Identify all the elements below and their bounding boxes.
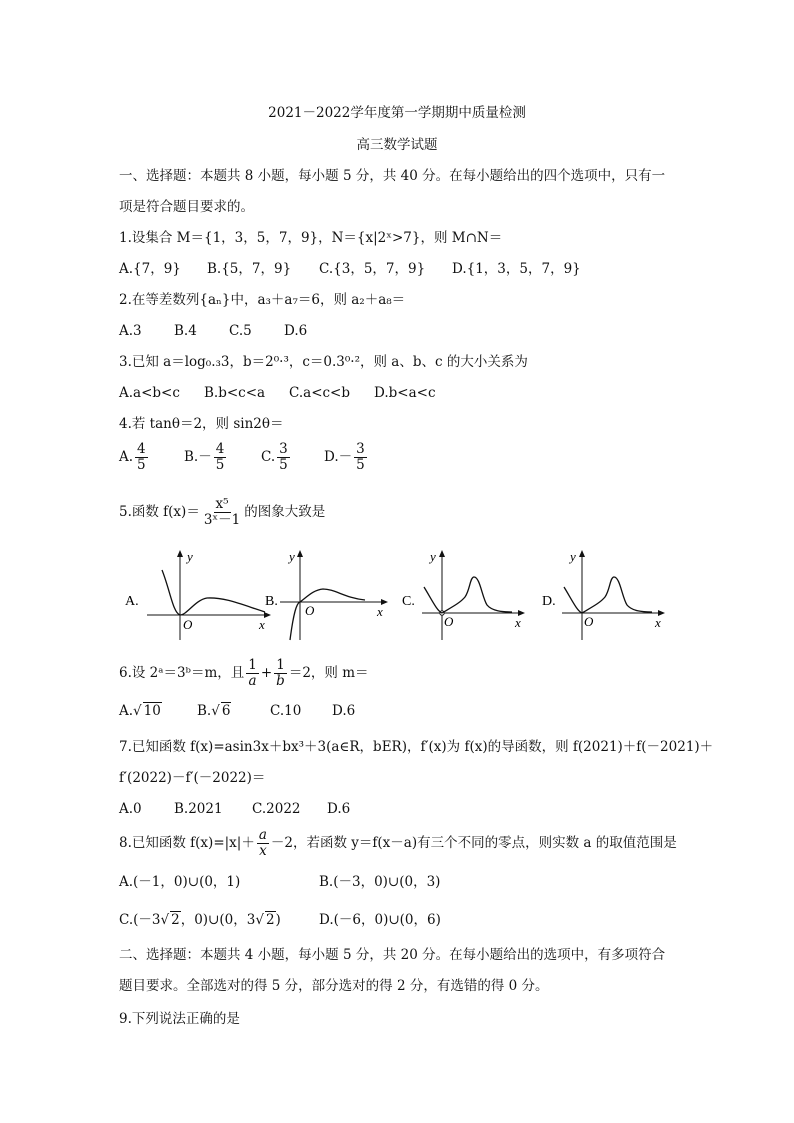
q5-graph-d	[542, 545, 672, 645]
q1-options	[119, 259, 581, 279]
q7-option-c: C.2022	[252, 801, 301, 817]
section1-instructions-line1: 一、选择题：本题共 8 小题，每小题 5 分，共 40 分。在每小题给出的四个选项中，只有一	[119, 168, 666, 184]
q2-option-b: B.4	[174, 323, 197, 339]
q2-options	[119, 321, 307, 341]
section2-instructions-line2: 题目要求。全部选对的得 5 分，部分选对的得 2 分，有选错的得 0 分。	[119, 978, 549, 994]
q6-option-c: C.10	[270, 703, 302, 719]
q7-option-a: A.0	[119, 801, 142, 817]
svg-text:x: x	[377, 604, 383, 619]
exam-title: 2021－2022学年度第一学期期中质量检测	[268, 105, 526, 121]
section2-instructions-line1: 二、选择题：本题共 4 小题，每小题 5 分，共 20 分。在每小题给出的选项中，有多项符合	[119, 947, 666, 963]
svg-text:x: x	[259, 617, 265, 632]
q1-option-a: A.{7，9}	[119, 261, 181, 277]
svg-text:O: O	[183, 617, 193, 632]
svg-text:O: O	[305, 603, 315, 618]
q3-stem: 3.已知 a＝log₀.₃3，b＝2⁰·³，c＝0.3⁰·²，则 a、b、c 的大小关系为	[119, 354, 528, 370]
q1-stem: 1.设集合 M＝{1，3，5，7，9}，N＝{x|2ˣ>7}，则 M∩N＝	[119, 230, 503, 246]
q3-options	[119, 383, 436, 403]
q8-stem: 8.已知函数 f(x)=|x|＋ $\frac{a}{x}$ －2，若函数 y＝f(x－a)有三个不同的零点，则实数 a 的取值范围是	[119, 827, 677, 859]
q3-option-b: B.b<c<a	[204, 385, 266, 401]
svg-text:B.: B.	[265, 594, 278, 609]
q4-options	[119, 442, 369, 473]
q5-graph-a	[125, 545, 275, 645]
q7-option-d: D.6	[327, 801, 351, 817]
q7-option-b: B.2021	[174, 801, 223, 817]
q7-options	[119, 799, 350, 819]
q8-options-row1	[119, 872, 440, 892]
svg-text:x: x	[655, 615, 661, 630]
exam-subtitle: 高三数学试题	[356, 137, 438, 153]
q6-option-a: A.√ 10	[119, 703, 161, 719]
q8-option-b: B.(－3，0)∪(0，3)	[319, 874, 441, 890]
q6-option-b: B.√ 6	[197, 703, 231, 719]
q4-option-d: D.－ $\frac{3}{5}$	[324, 441, 365, 473]
svg-text:y: y	[430, 549, 436, 564]
section1-instructions-line2: 项是符合题目要求的。	[119, 199, 254, 215]
q8-options-row2	[119, 910, 441, 930]
q6-stem: 6.设 2ᵃ＝3ᵇ＝m，且 $\frac{1}{a}$ + $\frac{1}{b}$ ＝2，则 m＝	[119, 657, 369, 689]
q5-stem: 5.函数 f(x)＝ $\frac{\text{x⁵}}{\text{3ˣ－1}}$ 的图象大致是	[119, 496, 326, 528]
svg-text:A.: A.	[125, 594, 139, 609]
q5-graph-b	[265, 545, 395, 645]
q2-option-a: A.3	[119, 323, 142, 339]
svg-text:O: O	[584, 614, 594, 629]
q2-option-d: D.6	[284, 323, 308, 339]
q6-option-d: D.6	[332, 703, 356, 719]
q1-option-b: B.{5，7，9}	[207, 261, 292, 277]
q3-option-a: A.a<b<c	[119, 385, 180, 401]
q1-option-c: C.{3，5，7，9}	[319, 261, 426, 277]
q4-option-a: A. $\frac{4}{5}$	[119, 441, 146, 473]
q8-option-a: A.(－1，0)∪(0，1)	[119, 874, 241, 890]
svg-text:D.: D.	[542, 594, 556, 609]
svg-text:x: x	[515, 615, 521, 630]
q4-option-b: B.－ $\frac{4}{5}$	[184, 441, 225, 473]
q2-option-c: C.5	[229, 323, 252, 339]
q8-option-c: C.(－3√ 2，0)∪(0，3√ 2)	[119, 912, 281, 928]
svg-text:O: O	[444, 614, 454, 629]
svg-text:C.: C.	[402, 594, 415, 609]
q4-stem: 4.若 tanθ＝2，则 sin2θ＝	[119, 416, 284, 432]
svg-text:y: y	[289, 549, 295, 564]
q5-graph-c	[402, 545, 532, 645]
q7-stem-line2: f′(2022)－f′(－2022)＝	[119, 770, 266, 786]
svg-text:y: y	[570, 549, 576, 564]
q2-stem: 2.在等差数列{aₙ}中，a₃＋a₇＝6，则 a₂＋a₈＝	[119, 292, 406, 308]
q4-option-c: C. $\frac{3}{5}$	[261, 441, 288, 473]
q3-option-d: D.b<a<c	[374, 385, 436, 401]
q8-option-d: D.(－6，0)∪(0，6)	[319, 912, 441, 928]
q3-option-c: C.a<c<b	[289, 385, 351, 401]
q9-stem: 9.下列说法正确的是	[119, 1011, 240, 1027]
q7-stem-line1: 7.已知函数 f(x)=asin3x＋bx³＋3(a∈R，bER)，f′(x)为 f(x)的导函数，则 f(2021)＋f(－2021)＋	[119, 739, 714, 755]
q1-option-d: D.{1，3，5，7，9}	[452, 261, 581, 277]
svg-text:y: y	[187, 549, 193, 564]
q6-options	[119, 701, 355, 721]
